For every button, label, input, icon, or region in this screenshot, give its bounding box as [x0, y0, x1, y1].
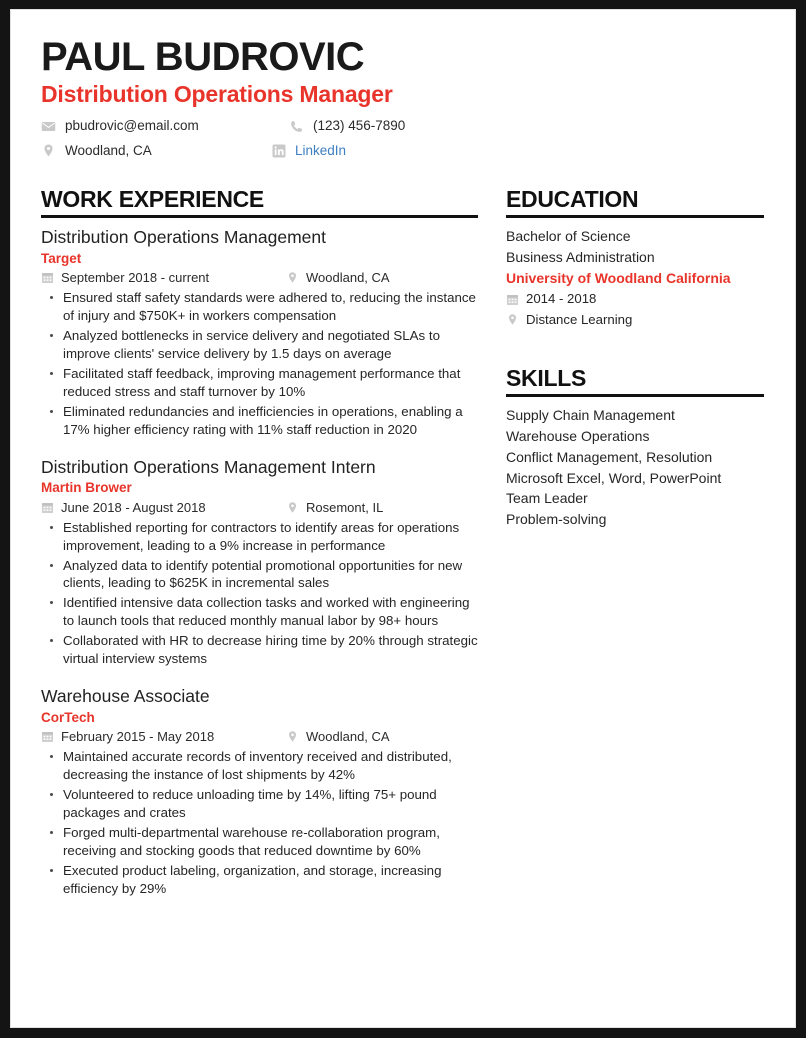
contact-location-text: Woodland, CA — [65, 142, 152, 158]
job-company: Martin Brower — [41, 480, 132, 496]
contact-location — [41, 141, 271, 161]
candidate-job-title: Distribution Operations Manager — [41, 81, 393, 107]
job-location — [286, 500, 383, 515]
job-meta — [41, 729, 478, 744]
job-location — [286, 270, 390, 285]
map-pin-icon — [286, 730, 299, 743]
skill-item: Team Leader — [506, 490, 588, 507]
resume-header — [41, 36, 765, 161]
job-date-text: September 2018 - current — [61, 270, 210, 286]
job-company: CorTech — [41, 709, 95, 725]
job-entry — [41, 685, 478, 897]
education-school: University of Woodland California — [506, 270, 731, 287]
job-location-text: Rosemont, IL — [306, 499, 384, 515]
map-pin-icon — [286, 271, 299, 284]
education-location — [506, 310, 764, 330]
map-pin-icon — [506, 313, 519, 326]
job-bullet: Identified intensive data collection tasks and worked with engineering to launch tools that reduced monthly manual labor by 98+ hours — [41, 594, 478, 630]
job-bullet: Established reporting for contractors to identify areas for operations improvement, leading to a 9% increase in performance — [41, 519, 478, 555]
contact-block — [41, 116, 765, 161]
job-bullet: Ensured staff safety standards were adhered to, reducing the instance of injury and $750K+ in workers compensation — [41, 289, 478, 325]
job-bullets — [41, 748, 478, 898]
job-company: Target — [41, 250, 82, 266]
job-meta — [41, 270, 478, 285]
calendar-icon — [506, 293, 519, 306]
job-date — [41, 270, 286, 285]
job-date — [41, 729, 286, 744]
calendar-icon — [41, 730, 54, 743]
education-location-text: Distance Learning — [526, 311, 633, 327]
work-experience-heading: WORK EXPERIENCE — [41, 185, 264, 212]
education-degree: Bachelor of Science — [506, 228, 631, 245]
job-role: Distribution Operations Management Intern — [41, 456, 376, 477]
skills-heading: SKILLS — [506, 365, 586, 392]
resume-page — [10, 9, 796, 1028]
education-field: Business Administration — [506, 249, 655, 266]
job-bullet: Analyzed data to identify potential promotional opportunities for new clients, leading to $625K in incremental sales — [41, 557, 478, 593]
job-location-text: Woodland, CA — [306, 270, 390, 286]
job-bullet: Forged multi-departmental warehouse re-collaboration program, receiving and stocking goods that reduced downtime by 60% — [41, 824, 478, 860]
job-date-text: February 2015 - May 2018 — [61, 729, 215, 745]
job-bullet: Volunteered to reduce unloading time by 14%, lifting 75+ pound packages and crates — [41, 786, 478, 822]
contact-linkedin[interactable] — [271, 141, 519, 161]
contact-email-text: pbudrovic@email.com — [65, 118, 199, 134]
section-divider — [41, 215, 478, 218]
map-pin-icon — [41, 143, 56, 158]
skill-item: Conflict Management, Resolution — [506, 448, 713, 465]
work-experience-column — [41, 187, 496, 900]
linkedin-icon — [271, 143, 286, 158]
contact-phone[interactable] — [289, 116, 549, 136]
contact-email[interactable] — [41, 116, 289, 136]
phone-icon — [289, 119, 304, 134]
resume-body — [41, 187, 765, 900]
education-heading: EDUCATION — [506, 185, 639, 212]
education-date — [506, 289, 764, 309]
contact-linkedin-text[interactable]: LinkedIn — [295, 142, 347, 158]
skills-section — [506, 366, 764, 530]
calendar-icon — [41, 271, 54, 284]
job-role: Warehouse Associate — [41, 686, 210, 707]
job-location — [286, 729, 390, 744]
job-bullets — [41, 519, 478, 669]
section-divider — [506, 394, 764, 397]
job-location-text: Woodland, CA — [306, 729, 390, 745]
job-bullets — [41, 289, 478, 439]
job-bullet: Eliminated redundancies and inefficiencies in operations, enabling a 17% higher efficiency rating with 11% staff reduction in 2020 — [41, 403, 478, 439]
job-bullet: Analyzed bottlenecks in service delivery and negotiated SLAs to improve clients' service delivery by 1.5 days on average — [41, 327, 478, 363]
envelope-icon — [41, 119, 56, 134]
candidate-name: PAUL BUDROVIC — [41, 35, 365, 79]
job-bullet: Maintained accurate records of inventory received and distributed, decreasing the instance of lost shipments by 42% — [41, 748, 478, 784]
skill-item: Problem-solving — [506, 511, 607, 528]
education-date-text: 2014 - 2018 — [526, 291, 597, 307]
sidebar-column — [496, 187, 764, 900]
job-bullet: Executed product labeling, organization, and storage, increasing efficiency by 29% — [41, 862, 478, 898]
job-meta — [41, 500, 478, 515]
job-bullet: Collaborated with HR to decrease hiring time by 20% through strategic virtual interview systems — [41, 632, 478, 668]
skill-item: Microsoft Excel, Word, PowerPoint — [506, 469, 722, 486]
job-entry — [41, 226, 478, 438]
skill-item: Supply Chain Management — [506, 407, 675, 424]
contact-phone-text: (123) 456-7890 — [313, 118, 406, 134]
job-date — [41, 500, 286, 515]
job-bullet: Facilitated staff feedback, improving management performance that reduced stress and staff turnover by 10% — [41, 365, 478, 401]
job-date-text: June 2018 - August 2018 — [61, 499, 206, 515]
map-pin-icon — [286, 501, 299, 514]
section-divider — [506, 215, 764, 218]
education-section — [506, 187, 764, 330]
skill-item: Warehouse Operations — [506, 428, 650, 445]
calendar-icon — [41, 501, 54, 514]
job-entry — [41, 456, 478, 668]
job-role: Distribution Operations Management — [41, 227, 327, 248]
